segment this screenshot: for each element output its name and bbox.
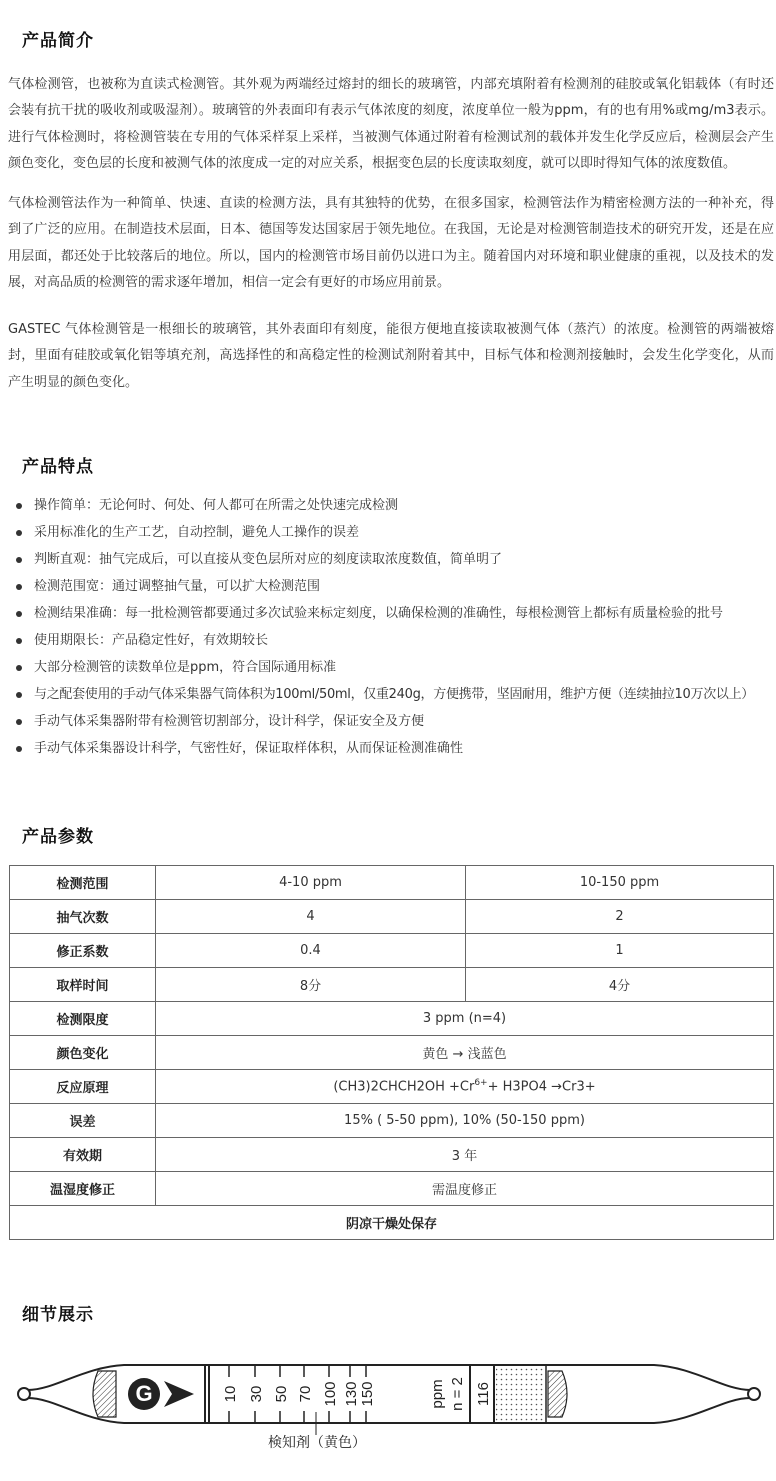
- table-row: [10, 1036, 774, 1070]
- intro-paragraph-3: GASTEC 气体检测管是一根细长的玻璃管，其外表面印有刻度，能很方便地直接读取被测气体（蒸汽）的浓度。检测管的两端被熔封，里面有硅胶或氧化铝等填充剂，高选择性的和高稳定性的检测试剂附着其中，目标气体和检测剂接触时，会发生化学变化，从而产生明显的颜色变化。: [8, 322, 774, 390]
- section-title-features: 产品特点: [22, 457, 94, 477]
- param-value: 0.4: [156, 934, 466, 968]
- logo-letter: G: [135, 1381, 153, 1406]
- feature-item: 操作简单：无论何时、何处、何人都可在所需之处快速完成检测: [14, 492, 774, 519]
- bullet-dot-icon: [16, 638, 22, 644]
- param-value: 10-150 ppm: [466, 866, 774, 900]
- table-row: [10, 1002, 774, 1036]
- param-label: 抽气次数: [10, 900, 156, 934]
- feature-item: 大部分检测管的读数单位是ppm，符合国际通用标准: [14, 654, 774, 681]
- right-plug: [548, 1371, 567, 1417]
- feature-item: 与之配套使用的手动气体采集器气筒体积为100ml/50ml，仅重240g，方便携带，坚固耐用，维护方便（连续抽拉10万次以上）: [14, 681, 774, 708]
- table-row: [10, 1206, 774, 1240]
- scale-label: 50: [273, 1385, 290, 1403]
- table-row: [10, 1070, 774, 1104]
- bullet-dot-icon: [16, 692, 22, 698]
- param-value: 黄色 → 浅蓝色: [156, 1036, 774, 1070]
- param-value: 8分: [156, 968, 466, 1002]
- param-label: 检测限度: [10, 1002, 156, 1036]
- scale-label: 150: [359, 1381, 376, 1407]
- bullet-dot-icon: [16, 746, 22, 752]
- reagent-caption: 検知剤（黄色）: [268, 1435, 366, 1451]
- param-label: 反应原理: [10, 1070, 156, 1104]
- param-value: 4: [156, 900, 466, 934]
- param-value: 3 ppm (n=4): [156, 1002, 774, 1036]
- param-value: 2: [466, 900, 774, 934]
- bullet-dot-icon: [16, 665, 22, 671]
- table-row: [10, 1138, 774, 1172]
- param-label: 检测范围: [10, 866, 156, 900]
- feature-item: 手动气体采集器设计科学，气密性好，保证取样体积，从而保证检测准确性: [14, 735, 774, 762]
- param-value: 需温度修正: [156, 1172, 774, 1206]
- param-value: 4分: [466, 968, 774, 1002]
- table-row: [10, 934, 774, 968]
- section-title-params: 产品参数: [22, 827, 94, 847]
- unit-label: ppm: [429, 1379, 446, 1409]
- scale-label: 70: [297, 1385, 314, 1403]
- param-value-reaction: (CH3)2CHCH2OH $+Cr^{6+}+ H3PO4 \to Cr3+$: [156, 1070, 774, 1104]
- bullet-dot-icon: [16, 503, 22, 509]
- bullet-dot-icon: [16, 530, 22, 536]
- table-row: [10, 1104, 774, 1138]
- param-label: 取样时间: [10, 968, 156, 1002]
- bullet-dot-icon: [16, 719, 22, 725]
- scale-label: 10: [222, 1385, 239, 1403]
- param-label: 颜色变化: [10, 1036, 156, 1070]
- left-tip-icon: [18, 1388, 30, 1400]
- param-value: 15% ( 5-50 ppm), 10% (50-150 ppm): [156, 1104, 774, 1138]
- param-label: 温湿度修正: [10, 1172, 156, 1206]
- feature-item: 采用标准化的生产工艺，自动控制，避免人工操作的误差: [14, 519, 774, 546]
- section-title-intro: 产品简介: [22, 31, 94, 51]
- scale-label: 130: [343, 1381, 360, 1407]
- intro-paragraph-2: 气体检测管法作为一种简单、快速、直读的检测方法，具有其独特的优势，在很多国家，检测管法作为精密检测方法的一种补充，得到了广泛的应用。在制造技术层面，日本、德国等发达国家居于领先地位。在我国，无论是对检测管制造技术的研究开发，还是在应用层面，都还处于比较落后的地位。所以，国内的检测管市场目前仍以进口为主。随着国内对环境和职业健康的重视，以及技术的发展，对高品质的检测管的需求逐年增加，相信一定会有更好的市场应用前景。: [8, 196, 774, 291]
- feature-item: 检测范围宽：通过调整抽气量，可以扩大检测范围: [14, 573, 774, 600]
- n-label: n = 2: [449, 1377, 466, 1411]
- left-plug: [93, 1371, 116, 1417]
- params-table: [9, 865, 774, 1240]
- right-dotted-section: [496, 1367, 546, 1421]
- scale-label: 30: [248, 1385, 265, 1403]
- bullet-dot-icon: [16, 557, 22, 563]
- code-label: 116: [475, 1382, 492, 1406]
- param-value: 4-10 ppm: [156, 866, 466, 900]
- param-value: 1: [466, 934, 774, 968]
- right-tip-icon: [748, 1388, 760, 1400]
- table-row: [10, 866, 774, 900]
- feature-list: [14, 492, 774, 762]
- bullet-dot-icon: [16, 584, 22, 590]
- feature-item: 检测结果准确：每一批检测管都要通过多次试验来标定刻度，以确保检测的准确性，每根检测管上都标有质量检验的批号: [14, 600, 774, 627]
- scale-label: 100: [322, 1381, 339, 1407]
- feature-item: 使用期限长：产品稳定性好，有效期较长: [14, 627, 774, 654]
- intro-paragraph-1: 气体检测管，也被称为直读式检测管。其外观为两端经过熔封的细长的玻璃管，内部充填附着有检测剂的硅胶或氧化铝载体（有时还会装有抗干扰的吸收剂或吸湿剂）。玻璃管的外表面印有表示气体浓度的刻度，浓度单位一般为ppm，有的也有用%或mg/m3表示。进行气体检测时，将检测管装在专用的气体采样泵上采样，当被测气体通过附着有检测试剂的载体并发生化学反应后，检测层会产生颜色变化，变色层的长度和被测气体的浓度成一定的对应关系，根据变色层的长度读取刻度，就可以即时得知气体的浓度数值。: [8, 77, 774, 172]
- param-label: 有效期: [10, 1138, 156, 1172]
- storage-note: 阴凉干燥处保存: [10, 1206, 774, 1240]
- bullet-dot-icon: [16, 611, 22, 617]
- feature-item: 判断直观：抽气完成后，可以直接从变色层所对应的刻度读取浓度数值，简单明了: [14, 546, 774, 573]
- param-label: 误差: [10, 1104, 156, 1138]
- param-value: 3 年: [156, 1138, 774, 1172]
- feature-item: 手动气体采集器附带有检测管切割部分，设计科学，保证安全及方便: [14, 708, 774, 735]
- section-title-detail: 细节展示: [22, 1305, 94, 1325]
- detection-tube-diagram: [14, 1357, 766, 1437]
- table-row: [10, 900, 774, 934]
- table-row: [10, 968, 774, 1002]
- param-label: 修正系数: [10, 934, 156, 968]
- table-row: [10, 1172, 774, 1206]
